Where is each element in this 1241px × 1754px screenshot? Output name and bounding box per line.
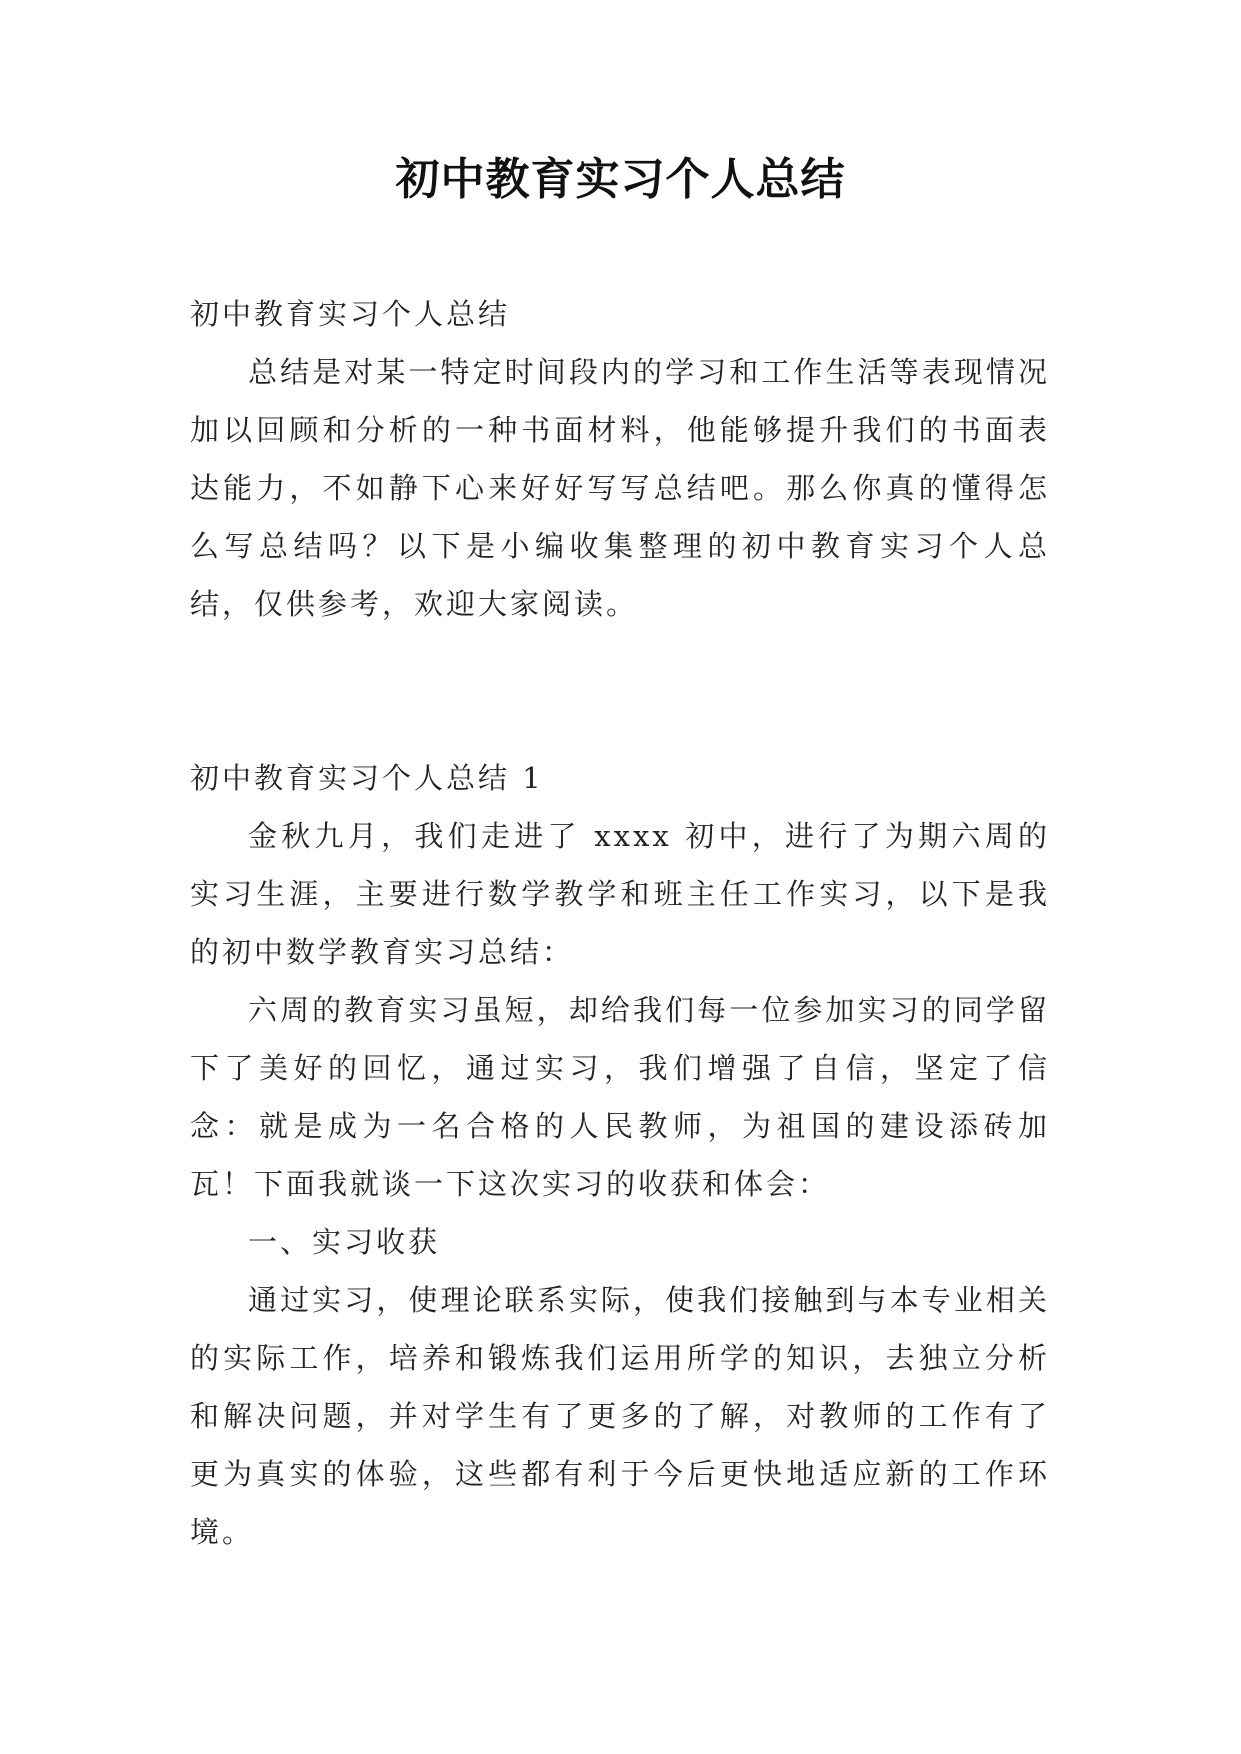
- intro-heading: 初中教育实习个人总结: [190, 297, 511, 331]
- document-body: [190, 285, 1050, 1561]
- section-heading: 初中教育实习个人总结 1: [190, 761, 544, 795]
- subsection-heading: 一、实习收获: [248, 1225, 441, 1259]
- document-title: 初中教育实习个人总结: [395, 154, 846, 205]
- body-paragraph: 通过实习，使理论联系实际，使我们接触到与本专业相关的实际工作，培养和锻炼我们运用所学的知识，去独立分析和解决问题，并对学生有了更多的了解，对教师的工作有了更为真实的体验，这些都有利于今后更快地适应新的工作环境。: [190, 1283, 1050, 1549]
- body-paragraph: 金秋九月，我们走进了 xxxx 初中，进行了为期六周的实习生涯，主要进行数学教学和班主任工作实习，以下是我的初中数学教育实习总结：: [190, 819, 1050, 969]
- body-paragraph: 六周的教育实习虽短，却给我们每一位参加实习的同学留下了美好的回忆，通过实习，我们增强了自信，坚定了信念：就是成为一名合格的人民教师，为祖国的建设添砖加瓦！下面我就谈一下这次实习的收获和体会：: [190, 993, 1050, 1201]
- intro-paragraph: 总结是对某一特定时间段内的学习和工作生活等表现情况加以回顾和分析的一种书面材料，他能够提升我们的书面表达能力，不如静下心来好好写写总结吧。那么你真的懂得怎么写总结吗？以下是小编收集整理的初中教育实习个人总结，仅供参考，欢迎大家阅读。: [190, 355, 1050, 621]
- section-spacer: [190, 633, 1050, 749]
